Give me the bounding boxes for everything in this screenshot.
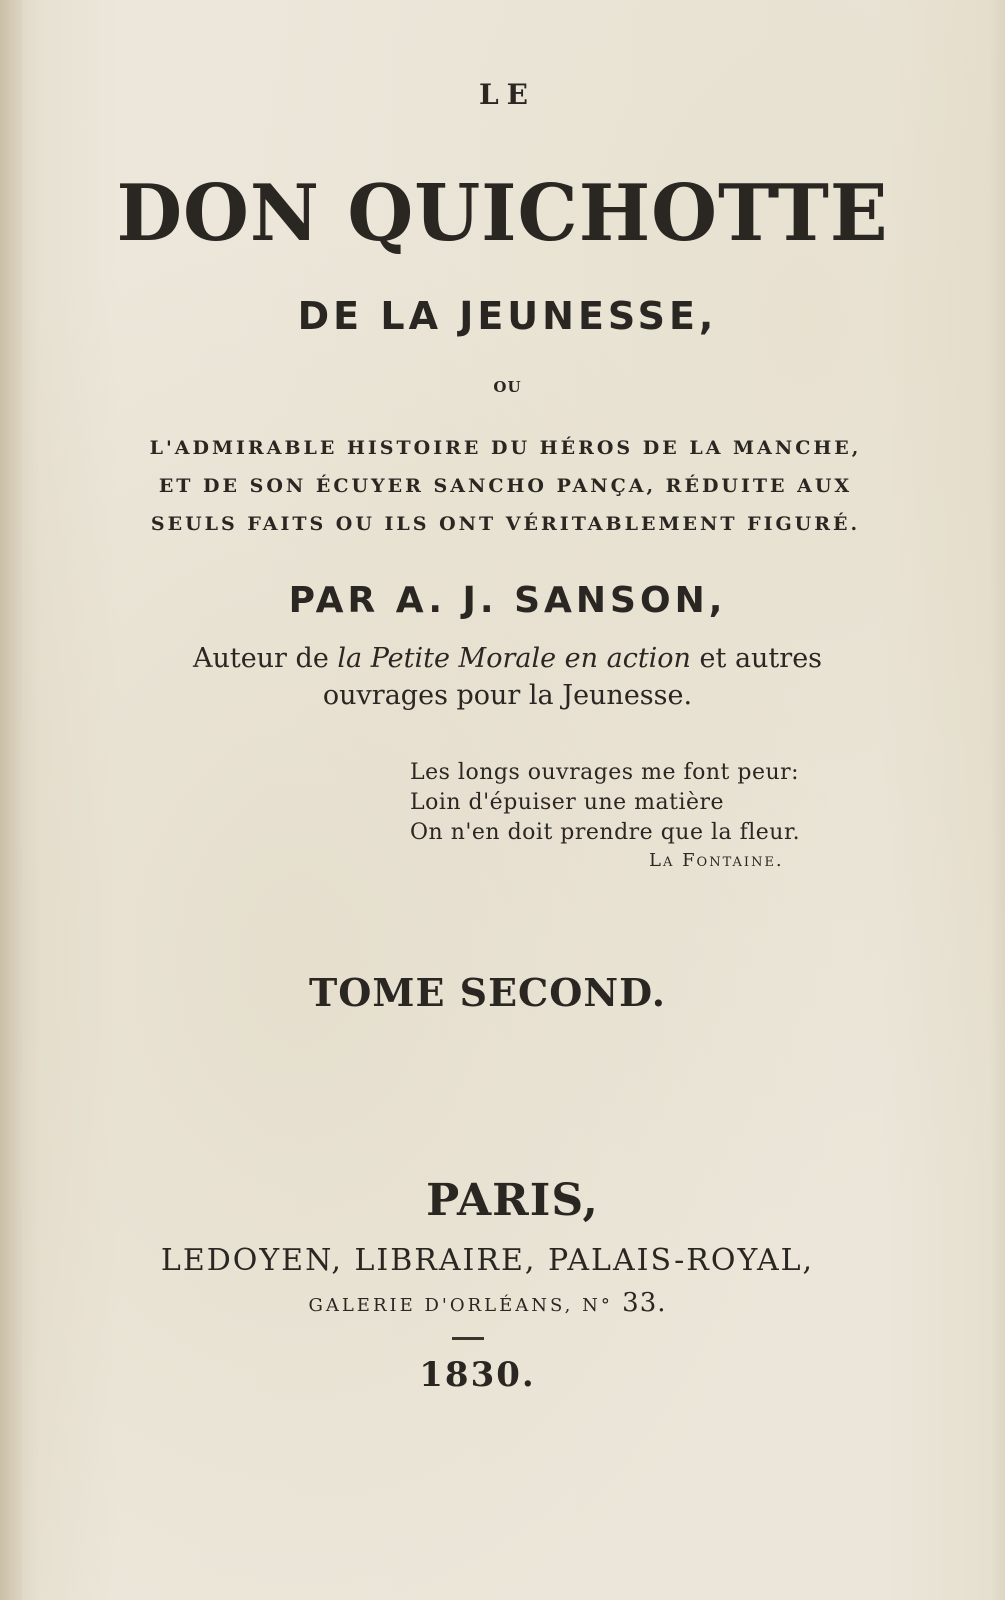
address-number: 33.: [612, 1288, 667, 1318]
author-credit: [5, 640, 1005, 714]
author-credit-line-2: ouvrages pour la Jeunesse.: [322, 680, 693, 711]
epigraph: [410, 758, 800, 848]
credit-work-title: la Petite Morale en action: [337, 643, 691, 674]
author-credit-line-1: [5, 640, 1005, 677]
imprint-publisher: LEDOYEN, LIBRAIRE, PALAIS-ROYAL,: [160, 1243, 815, 1278]
epigraph-attribution: La Fontaine.: [649, 850, 784, 871]
credit-suffix: et autres: [690, 643, 823, 674]
main-title: DON QUICHOTTE: [116, 168, 889, 259]
title-line-2: DE LA JEUNESSE,: [297, 294, 718, 338]
epigraph-line: On n'en doit prendre que la fleur.: [410, 820, 801, 845]
epigraph-line: Loin d'épuiser une matière: [410, 790, 725, 815]
imprint-divider: [452, 1337, 484, 1340]
volume-label: TOME SECOND.: [309, 970, 666, 1015]
imprint-address: [0, 1288, 990, 1318]
imprint-year: 1830.: [419, 1355, 536, 1395]
author-line: PAR A. J. SANSON,: [288, 580, 727, 621]
subtitle-line-1: L'ADMIRABLE HISTOIRE DU HÉROS DE LA MANCHE,: [149, 437, 862, 459]
address-text: GALERIE D'ORLÉANS, N°: [308, 1295, 613, 1316]
title-article: LE: [478, 78, 537, 111]
title-conjunction: OU: [493, 378, 522, 396]
credit-prefix: Auteur de: [192, 643, 338, 674]
subtitle-line-2: ET DE SON ÉCUYER SANCHO PANÇA, RÉDUITE AUX: [158, 475, 853, 497]
subtitle-line-3: SEULS FAITS OU ILS ONT VÉRITABLEMENT FIGURÉ.: [150, 513, 861, 535]
imprint-city: PARIS,: [426, 1175, 599, 1226]
epigraph-line: Les longs ouvrages me font peur:: [410, 760, 800, 785]
